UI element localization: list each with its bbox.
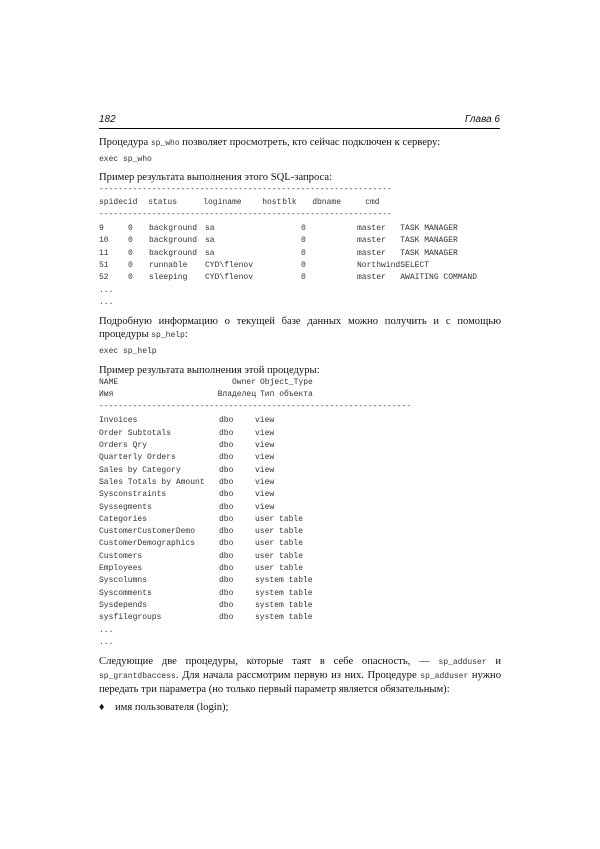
cell-owner: dbo — [219, 490, 234, 500]
inline-code: sp_adduser — [438, 658, 487, 668]
running-header — [99, 112, 500, 129]
code-exec-sp-who: exec sp_who — [99, 155, 152, 164]
column-header: dbname — [312, 197, 342, 207]
cell-owner: dbo — [219, 502, 234, 512]
cell-owner: dbo — [219, 539, 234, 549]
cell-owner: dbo — [219, 576, 234, 586]
cell-type: system table — [255, 588, 313, 598]
cell-ecid: 0 — [128, 248, 133, 258]
table-row — [99, 272, 477, 284]
cell-loginame: CYD\flenov — [205, 261, 254, 271]
cell-loginame: sa — [205, 248, 215, 258]
table-row — [99, 440, 313, 452]
table-header-row — [99, 389, 313, 401]
inline-code: sp_help — [151, 331, 185, 341]
cell-owner: dbo — [219, 551, 234, 561]
separator-line: ----------------------------------------------------------------- — [99, 402, 412, 412]
cell-name: sysfilegroups — [99, 613, 162, 623]
cell-name: Employees — [99, 564, 143, 574]
cell-loginame: CYD\flenov — [205, 273, 254, 283]
ellipsis: ... — [99, 285, 114, 295]
cell-name: Syssegments — [99, 502, 152, 512]
cell-spid: 10 — [99, 236, 109, 246]
cell-owner: dbo — [219, 600, 234, 610]
cell-type: user table — [255, 539, 304, 549]
cell-name: Customers — [99, 551, 143, 561]
column-header: Object_Type — [260, 377, 313, 387]
cell-type: view — [255, 477, 275, 487]
cell-owner: dbo — [219, 613, 234, 623]
cell-cmd: AWAITING COMMAND — [400, 273, 478, 283]
cell-name: Sales Totals by Amount — [99, 477, 205, 487]
cell-name: Sysdepends — [99, 600, 148, 610]
cell-blk: 0 — [301, 224, 306, 234]
cell-owner: dbo — [219, 477, 234, 487]
column-header: NAME — [99, 377, 119, 387]
cell-type: system table — [255, 576, 313, 586]
cell-ecid: 0 — [128, 261, 133, 271]
cell-blk: 0 — [301, 261, 306, 271]
table-row — [99, 248, 477, 260]
ellipsis: ... — [99, 297, 114, 307]
text: позволяет просмотреть, кто сейчас подключен к серверу: — [179, 137, 441, 148]
cell-owner: dbo — [219, 527, 234, 537]
cell-status: background — [149, 248, 198, 258]
paragraph-sp-help-intro — [99, 315, 501, 342]
inline-code: sp_who — [150, 139, 180, 148]
cell-blk: 0 — [301, 236, 306, 246]
cell-spid: 52 — [99, 273, 109, 283]
sp-help-rows — [99, 415, 313, 624]
inline-code: sp_grantdbaccess — [99, 672, 176, 682]
table-row — [99, 588, 313, 600]
cell-cmd: TASK MANAGER — [400, 248, 458, 258]
cell-name: Syscolumns — [99, 576, 148, 586]
table-row — [99, 526, 313, 538]
cell-name: Order Subtotals — [99, 428, 172, 438]
cell-spid: 51 — [99, 261, 109, 271]
cell-name: CustomerCustomerDemo — [99, 527, 196, 537]
table-header-row — [99, 377, 313, 389]
cell-type: view — [255, 416, 275, 426]
cell-owner: dbo — [219, 428, 234, 438]
column-header: host — [262, 197, 282, 207]
cell-dbname: Northwind — [357, 261, 401, 271]
table-row — [99, 502, 313, 514]
cell-cmd: TASK MANAGER — [400, 236, 458, 246]
cell-owner: dbo — [219, 514, 234, 524]
cell-spid: 9 — [99, 224, 104, 234]
cell-name: CustomerDemographics — [99, 539, 196, 549]
cell-blk: 0 — [301, 273, 306, 283]
cell-name: Quarterly Orders — [99, 453, 176, 463]
cell-ecid: 0 — [128, 273, 133, 283]
paragraph-dangerous-procedures — [99, 655, 501, 696]
text: : — [184, 329, 188, 341]
column-header: Owner — [231, 377, 256, 387]
table-row — [99, 415, 313, 427]
cell-type: view — [255, 502, 275, 512]
cell-status: background — [149, 224, 198, 234]
table-row — [99, 489, 313, 501]
text: . Для начала рассмотрим первую из них. Процедуре — [175, 670, 421, 682]
table-row — [99, 600, 313, 612]
cell-type: user table — [255, 551, 304, 561]
text: Процедура — [99, 137, 151, 148]
cell-type: view — [255, 441, 275, 451]
cell-dbname: master — [357, 248, 386, 258]
cell-spid: 11 — [99, 248, 109, 258]
cell-type: view — [255, 465, 275, 475]
cell-name: Syscomments — [99, 588, 152, 598]
paragraph-sp-help-result: Пример результата выполнения этой процедуры: — [99, 364, 320, 376]
cell-name: Categories — [99, 514, 148, 524]
text: Следующие две процедуры, которые таят в себе опасность, — — [99, 656, 439, 668]
ellipsis: ... — [99, 637, 114, 647]
cell-dbname: master — [357, 236, 386, 246]
inline-code: sp_adduser — [420, 672, 469, 682]
list-item — [99, 701, 501, 714]
separator-line: ------------------------------------------------------------- — [99, 185, 392, 195]
cell-name: Sales by Category — [99, 465, 181, 475]
cell-type: view — [255, 453, 275, 463]
column-header: ecid — [118, 197, 138, 207]
text: Подробную информацию о текущей базе данных можно получить и с помощью процедуры — [99, 316, 501, 341]
cell-owner: dbo — [219, 465, 234, 475]
separator-line: ------------------------------------------------------------- — [99, 209, 392, 219]
cell-blk: 0 — [301, 248, 306, 258]
cell-status: sleeping — [149, 273, 188, 283]
table-header-row — [99, 197, 380, 209]
cell-ecid: 0 — [128, 224, 133, 234]
cell-ecid: 0 — [128, 236, 133, 246]
cell-type: system table — [255, 600, 313, 610]
table-row — [99, 563, 313, 575]
table-row — [99, 514, 313, 526]
cell-type: user table — [255, 514, 304, 524]
table-row — [99, 465, 313, 477]
cell-loginame: sa — [205, 236, 215, 246]
table-row — [99, 575, 313, 587]
table-row — [99, 477, 313, 489]
column-header: status — [148, 197, 178, 207]
table-row — [99, 612, 313, 624]
column-header: Тип объекта — [260, 389, 313, 399]
table-row — [99, 538, 313, 550]
table-row — [99, 235, 477, 247]
ellipsis: ... — [99, 625, 114, 635]
column-header: spid — [99, 197, 119, 207]
cell-type: user table — [255, 564, 304, 574]
cell-cmd: TASK MANAGER — [400, 224, 458, 234]
page-content — [99, 136, 501, 714]
cell-cmd: SELECT — [400, 261, 430, 271]
cell-owner: dbo — [219, 453, 234, 463]
table-row — [99, 551, 313, 563]
cell-type: user table — [255, 527, 304, 537]
cell-type: view — [255, 490, 275, 500]
sp-help-result-header — [99, 377, 313, 402]
cell-name: Invoices — [99, 416, 138, 426]
table-row — [99, 260, 477, 272]
cell-owner: dbo — [219, 588, 234, 598]
cell-owner: dbo — [219, 441, 234, 451]
cell-dbname: master — [357, 273, 386, 283]
table-row — [99, 452, 313, 464]
sp-who-result-table — [99, 197, 380, 209]
cell-status: background — [149, 236, 198, 246]
diamond-bullet-icon: ♦ — [99, 702, 105, 714]
column-header: loginame — [203, 197, 242, 207]
cell-name: Sysconstraints — [99, 490, 167, 500]
text: нужно передать три параметра (но только первый параметр является обязательным): — [99, 670, 501, 696]
cell-type: view — [255, 428, 275, 438]
code-exec-sp-help: exec sp_help — [99, 347, 157, 357]
list-item-text: имя пользователя (login); — [115, 702, 229, 714]
chapter-title: Глава 6 — [464, 114, 500, 125]
paragraph-sp-who-result: Пример результата выполнения этого SQL-запроса: — [99, 172, 333, 184]
table-row — [99, 428, 313, 440]
column-header: Имя — [99, 389, 114, 399]
paragraph-sp-who-intro — [99, 136, 501, 150]
cell-name: Orders Qry — [99, 441, 148, 451]
text: и — [486, 656, 501, 668]
cell-loginame: sa — [205, 224, 215, 234]
cell-owner: dbo — [219, 564, 234, 574]
cell-status: runnable — [149, 261, 188, 271]
column-header: blk — [282, 197, 297, 207]
cell-type: system table — [255, 613, 313, 623]
page-number: 182 — [99, 114, 116, 125]
sp-who-rows — [99, 223, 477, 284]
column-header: cmd — [365, 197, 380, 207]
column-header: Владелец — [217, 389, 256, 399]
cell-owner: dbo — [219, 416, 234, 426]
table-row — [99, 223, 477, 235]
cell-dbname: master — [357, 224, 386, 234]
